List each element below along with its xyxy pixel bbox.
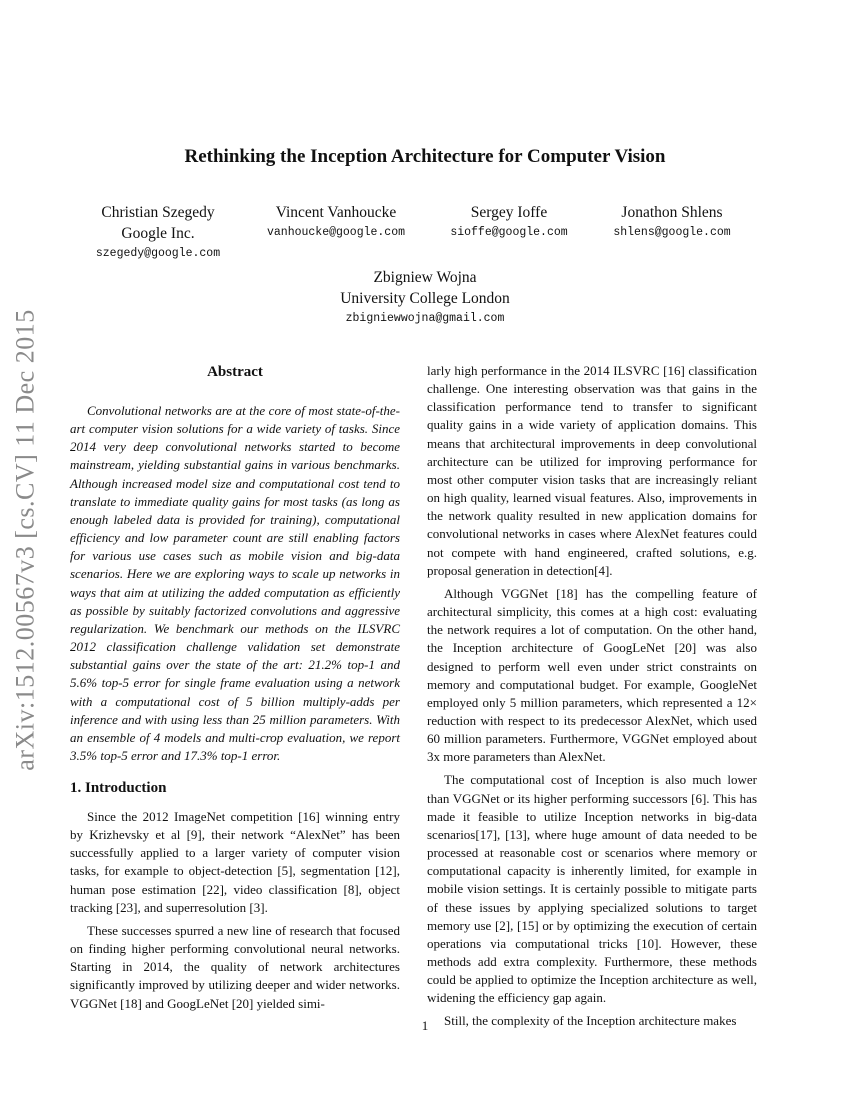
- author-block-3: [419, 202, 599, 243]
- author-affiliation: Google Inc.: [121, 225, 195, 242]
- author-name: Sergey Ioffe: [470, 204, 548, 221]
- author-email: shlens@google.com: [613, 226, 731, 239]
- abstract-heading: Abstract: [207, 364, 263, 380]
- author-affiliation: University College London: [340, 290, 510, 307]
- arxiv-identifier-text: arXiv:1512.00567v3 [cs.CV] 11 Dec 2015: [11, 309, 40, 771]
- body-paragraph: Still, the complexity of the Inception architecture makes: [444, 1013, 737, 1029]
- author-block-2: [246, 202, 426, 243]
- introduction-left-column: [70, 808, 400, 1013]
- author-email: vanhoucke@google.com: [266, 226, 406, 239]
- abstract-paragraph: Convolutional networks are at the core of most state-of-the-art computer vision solutions for a wide variety of tasks. Since 2014 very deep convolutional networks started to become mainstream, yielding substantial gains in various benchmarks. Although increased model size and computational cost tend to translate to immediate quality gains for most tasks (as long as enough labeled data is provided for training), computational efficiency and low parameter count are still enabling factors for various use cases such as mobile vision and big-data scenarios. Here we are exploring ways to scale up networks in ways that aim at utilizing the added computation as efficiently as possible by suitably factorized convolutions and aggressive regularization. We benchmark our methods on the ILSVRC 2012 classification challenge validation set demonstrate substantial gains over the state of the art: 21.2% top-1 and 5.6% top-5 error for single frame evaluation using a network with a computational cost of 5 billion multiply-adds per inference and with using less than 25 million parameters. With an ensemble of 4 models and multi-crop evaluation, we report 3.5% top-5 error and 17.3% top-1 error.: [70, 403, 400, 763]
- paper-title: Rethinking the Inception Architecture for Computer Vision: [184, 146, 666, 167]
- author-name: Vincent Vanhoucke: [275, 204, 397, 221]
- author-block-1: [68, 202, 248, 264]
- body-paragraph: The computational cost of Inception is also much lower than VGGNet or its higher performing successors [6]. This has made it feasible to utilize Inception networks in big-data scenarios[17], [13], where huge amount of data needed to be processed at reasonable cost or scenarios where memory or computational capacity is inherently limited, for example in mobile vision settings. It is certainly possible to mitigate parts of these issues by applying specialized solutions to target memory use [2], [15] or by optimizing the execution of certain operations via computational tricks [10]. However, these methods add extra complexity. Furthermore, these methods could be applied to optimize the Inception architecture as well, widening the efficiency gap again.: [427, 772, 757, 1006]
- author-name: Zbigniew Wojna: [373, 269, 477, 286]
- body-paragraph: larly high performance in the 2014 ILSVRC [16] classification challenge. One interesting observation was that gains in the classification performance tend to transfer to significant quality gains in a wide variety of application domains. This means that architectural improvements in deep convolutional architecture can be utilized for improving performance for most other computer vision tasks that are increasingly reliant on high quality, learned visual features. Also, improvements in the network quality resulted in new application domains for convolutional networks in cases where AlexNet features could not compete with hand engineered, crafted solutions, e.g. proposal generation in detection[4].: [427, 363, 757, 578]
- author-name: Jonathon Shlens: [621, 204, 723, 221]
- author-block-4: [582, 202, 762, 243]
- author-email: zbigniewwojna@gmail.com: [345, 312, 505, 325]
- abstract-body: [70, 402, 400, 765]
- arxiv-identifier-stamp: [2, 290, 50, 790]
- section-heading-introduction: 1. Introduction: [70, 780, 167, 796]
- page-number: 1: [421, 1018, 429, 1033]
- body-paragraph: Although VGGNet [18] has the compelling feature of architectural simplicity, this comes at a high cost: evaluating the network requires a lot of computation. On the other hand, the Inception architecture of GoogLeNet [20] was also designed to perform well even under strict constraints on memory and computational budget. For example, GoogleNet employed only 5 million parameters, which represented a 12× reduction with respect to its predecessor AlexNet, which used 60 million parameters. Furthermore, VGGNet employed about 3x more parameters than AlexNet.: [427, 585, 757, 765]
- author-email: sioffe@google.com: [450, 226, 568, 239]
- body-paragraph: Since the 2012 ImageNet competition [16] winning entry by Krizhevsky et al [9], their network “AlexNet” has been successfully applied to a larger variety of computer vision tasks, for example to object-detection [5], segmentation [12], human pose estimation [22], video classification [8], object tracking [23], and superresolution [3].: [70, 809, 400, 915]
- body-paragraph: These successes spurred a new line of research that focused on finding higher performing convolutional neural networks. Starting in 2014, the quality of network architectures significantly improved by utilizing deeper and wider networks. VGGNet [18] and GoogLeNet [20] yielded simi-: [70, 922, 400, 1011]
- introduction-right-column: [427, 362, 757, 1031]
- author-block-5: [313, 267, 537, 329]
- author-name: Christian Szegedy: [101, 204, 215, 221]
- author-email: szegedy@google.com: [95, 247, 221, 260]
